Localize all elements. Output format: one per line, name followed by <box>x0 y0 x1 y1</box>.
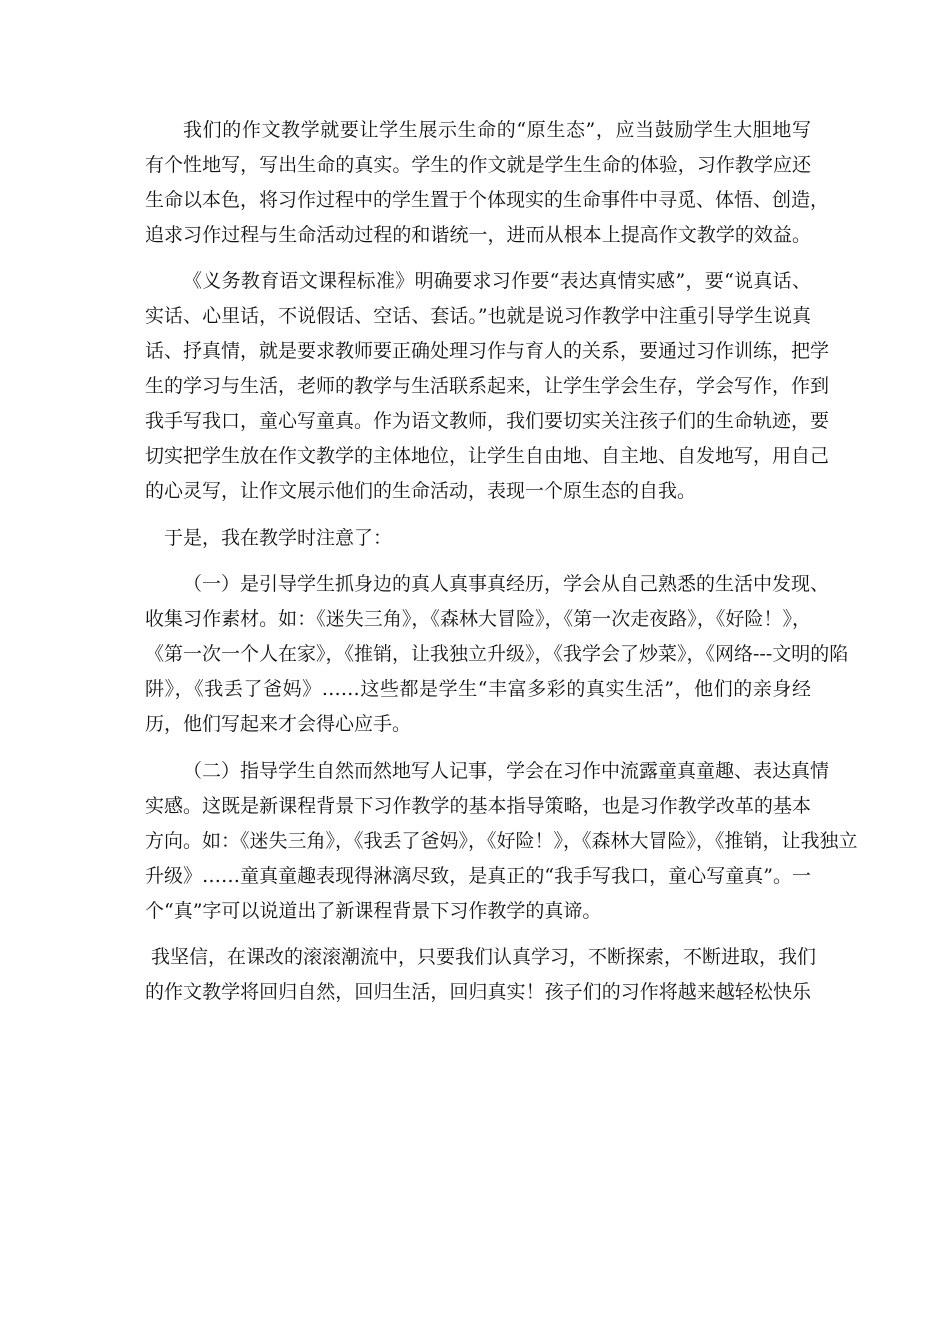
paragraph-2-line-7: 的心灵写，让作文展示他们的生命活动，表现一个原生态的自我。 <box>145 480 697 502</box>
paragraph-6-line-2: 的作文教学将回归自然，回归生活，回归真实！孩子们的习作将越来越轻松快乐 <box>145 981 811 1003</box>
paragraph-4-line-3: 《第一次一个人在家》，《推销，让我独立升级》，《我学会了炒菜》，《网络---文明的陷 <box>145 643 849 665</box>
paragraph-4-line-4: 阱》，《我丢了爸妈》……这些都是学生“丰富多彩的真实生活”，他们的亲身经 <box>145 678 811 700</box>
paragraph-2-line-4: 生的学习与生活，老师的教学与生活联系起来，让学生学会生存，学会写作，作到 <box>145 375 830 397</box>
paragraph-6-line-1: 我坚信，在课改的滚滚潮流中，只要我们认真学习，不断探索，不断进取，我们 <box>151 946 817 968</box>
paragraph-2-line-5: 我手写我口，童心写童真。作为语文教师，我们要切实关注孩子们的生命轨迹，要 <box>145 410 830 432</box>
paragraph-5-line-2: 实感。这既是新课程背景下习作教学的基本指导策略，也是习作教学改革的基本 <box>145 795 811 817</box>
paragraph-1-line-3: 生命以本色，将习作过程中的学生置于个体现实的生命事件中寻觅、体悟、创造， <box>145 189 830 211</box>
paragraph-5-line-3: 方向。如：《迷失三角》，《我丢了爸妈》，《好险！》，《森林大冒险》，《推销，让我独立 <box>145 830 858 852</box>
paragraph-2-line-3: 话、抒真情，就是要求教师要正确处理习作与育人的关系，要通过习作训练，把学 <box>145 340 830 362</box>
paragraph-5-line-1: （二）指导学生自然而然地写人记事，学会在习作中流露童真童趣、表达真情 <box>183 760 830 782</box>
paragraph-1-line-1: 我们的作文教学就要让学生展示生命的“原生态”，应当鼓励学生大胆地写 <box>183 119 811 141</box>
paragraph-2-line-2: 实话、心里话，不说假话、空话、套话。”也就是说习作教学中注重引导学生说真 <box>145 305 811 327</box>
paragraph-2-line-6: 切实把学生放在作文教学的主体地位，让学生自由地、自主地、自发地写，用自己 <box>145 445 830 467</box>
paragraph-5-line-4: 升级》……童真童趣表现得淋漓尽致，是真正的“我手写我口，童心写童真”。一 <box>145 865 811 887</box>
paragraph-4-line-1: （一）是引导学生抓身边的真人真事真经历，学会从自己熟悉的生活中发现、 <box>183 573 830 595</box>
paragraph-4-line-2: 收集习作素材。如：《迷失三角》，《森林大冒险》，《第一次走夜路》，《好险！》， <box>145 608 811 630</box>
paragraph-1-line-4: 追求习作过程与生命活动过程的和谐统一，进而从根本上提高作文教学的效益。 <box>145 224 811 246</box>
paragraph-1-line-2: 有个性地写，写出生命的真实。学生的作文就是学生生命的体验，习作教学应还 <box>145 154 811 176</box>
paragraph-2-line-1: 《义务教育语文课程标准》明确要求习作要“表达真情实感”，要“说真话、 <box>183 270 811 292</box>
paragraph-3-line-1: 于是，我在教学时注意了： <box>164 527 393 549</box>
paragraph-4-line-5: 历，他们写起来才会得心应手。 <box>145 713 412 735</box>
paragraph-5-line-5: 个“真”字可以说道出了新课程背景下习作教学的真谛。 <box>145 900 602 922</box>
